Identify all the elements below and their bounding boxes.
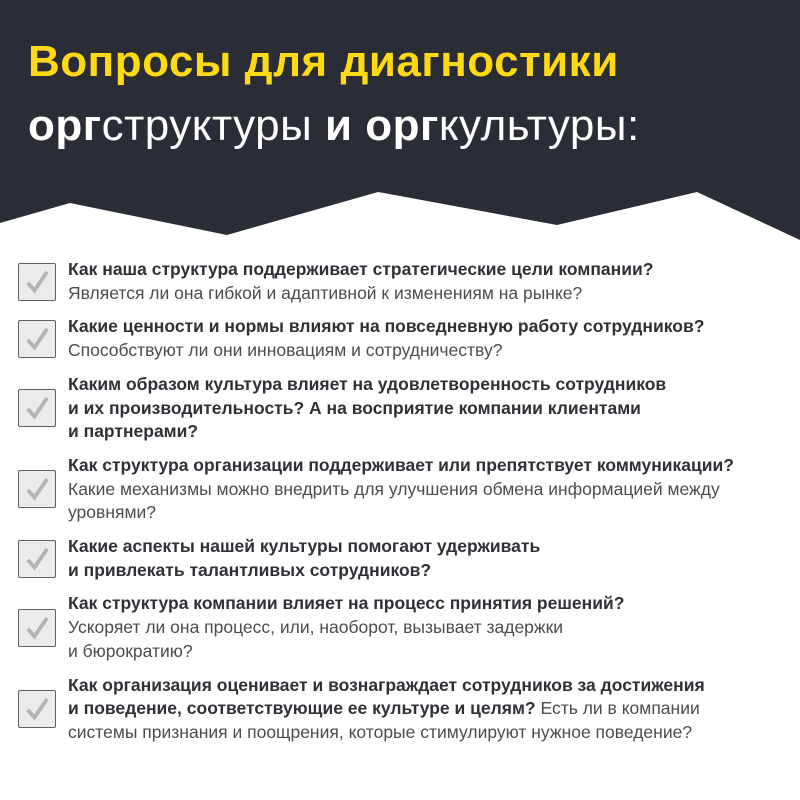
checkbox[interactable] [18,540,56,578]
question-line [68,373,666,397]
question-bold-text: Какие аспекты нашей культуры помогают удерживать [68,536,541,557]
subtitle-segment: и орг [324,101,439,150]
question-bold-text: Как организация оценивает и вознаграждает сотрудников за достижения [68,674,705,695]
question-bold-text: и их производительность? А на восприятие компании клиентами [68,397,641,418]
question-line [68,559,540,583]
check-icon [21,543,53,575]
question-line [68,501,734,525]
question-regular-text: Какие механизмы можно внедрить для улучшения обмена информацией между [68,478,720,499]
check-icon [21,473,53,505]
question-line [68,616,624,640]
question-line [68,315,704,339]
header-banner [0,0,800,240]
checkbox[interactable] [18,263,56,301]
question-regular-text: Способствуют ли они инновациям и сотрудничеству? [68,340,503,361]
subtitle-segment: культуры: [438,101,640,150]
page-title: Вопросы для диагностики [28,37,619,86]
questions-checklist [0,240,800,745]
question-regular-text: Есть ли в компании [535,698,700,719]
question-regular-text: Является ли она гибкой и адаптивной к изменениям на рынке? [68,282,583,303]
question-text [68,592,624,663]
question-text [68,315,704,362]
question-bold-text: и партнерами? [68,421,199,442]
check-icon [21,323,53,355]
question-bold-text: Какие ценности и нормы влияют на повседневную работу сотрудников? [68,316,705,337]
checkbox[interactable] [18,389,56,427]
question-bold-text: Как структура компании влияет на процесс принятия решений? [68,593,625,614]
checkbox[interactable] [18,470,56,508]
subtitle-segment: структуры [101,101,325,150]
checkbox[interactable] [18,320,56,358]
question-bold-text: Как наша структура поддерживает стратегические цели компании? [68,259,654,279]
question-bold-text: Как структура организации поддерживает или препятствует коммуникации? [68,454,734,475]
checkbox[interactable] [18,690,56,728]
checklist-item [18,373,770,444]
subtitle-segment: орг [28,101,102,150]
question-line [68,721,705,745]
question-text [68,454,734,525]
checklist-item [18,535,770,582]
question-regular-text: системы признания и поощрения, которые стимулируют нужное поведение? [68,721,693,742]
question-line [68,258,653,282]
checklist-item [18,454,770,525]
check-icon [21,266,53,298]
question-bold-text: и поведение, соответствующие ее культуре и целям? [68,698,536,719]
zigzag-edge [0,180,800,240]
question-line [68,674,705,698]
check-icon [21,392,53,424]
checklist-item [18,315,770,362]
question-line [68,478,734,502]
checklist-item [18,674,770,745]
question-line [68,454,734,478]
question-line [68,592,624,616]
checkbox[interactable] [18,609,56,647]
page-subtitle [28,100,640,153]
question-text [68,258,653,305]
question-line [68,397,666,421]
question-line [68,535,540,559]
question-text [68,674,705,745]
check-icon [21,693,53,725]
checklist-item [18,592,770,663]
question-line [68,282,653,306]
question-text [68,373,666,444]
question-line [68,640,624,664]
question-regular-text: Ускоряет ли она процесс, или, наоборот, вызывает задержки [68,617,564,638]
check-icon [21,612,53,644]
question-line [68,697,705,721]
question-line [68,339,704,363]
question-bold-text: Каким образом культура влияет на удовлетворенность сотрудников [68,373,667,394]
question-regular-text: уровнями? [68,502,156,523]
question-text [68,535,540,582]
header-background [0,0,800,181]
question-line [68,420,666,444]
question-bold-text: и привлекать талантливых сотрудников? [68,559,432,580]
checklist-item [18,258,770,305]
question-regular-text: и бюрократию? [68,640,193,661]
